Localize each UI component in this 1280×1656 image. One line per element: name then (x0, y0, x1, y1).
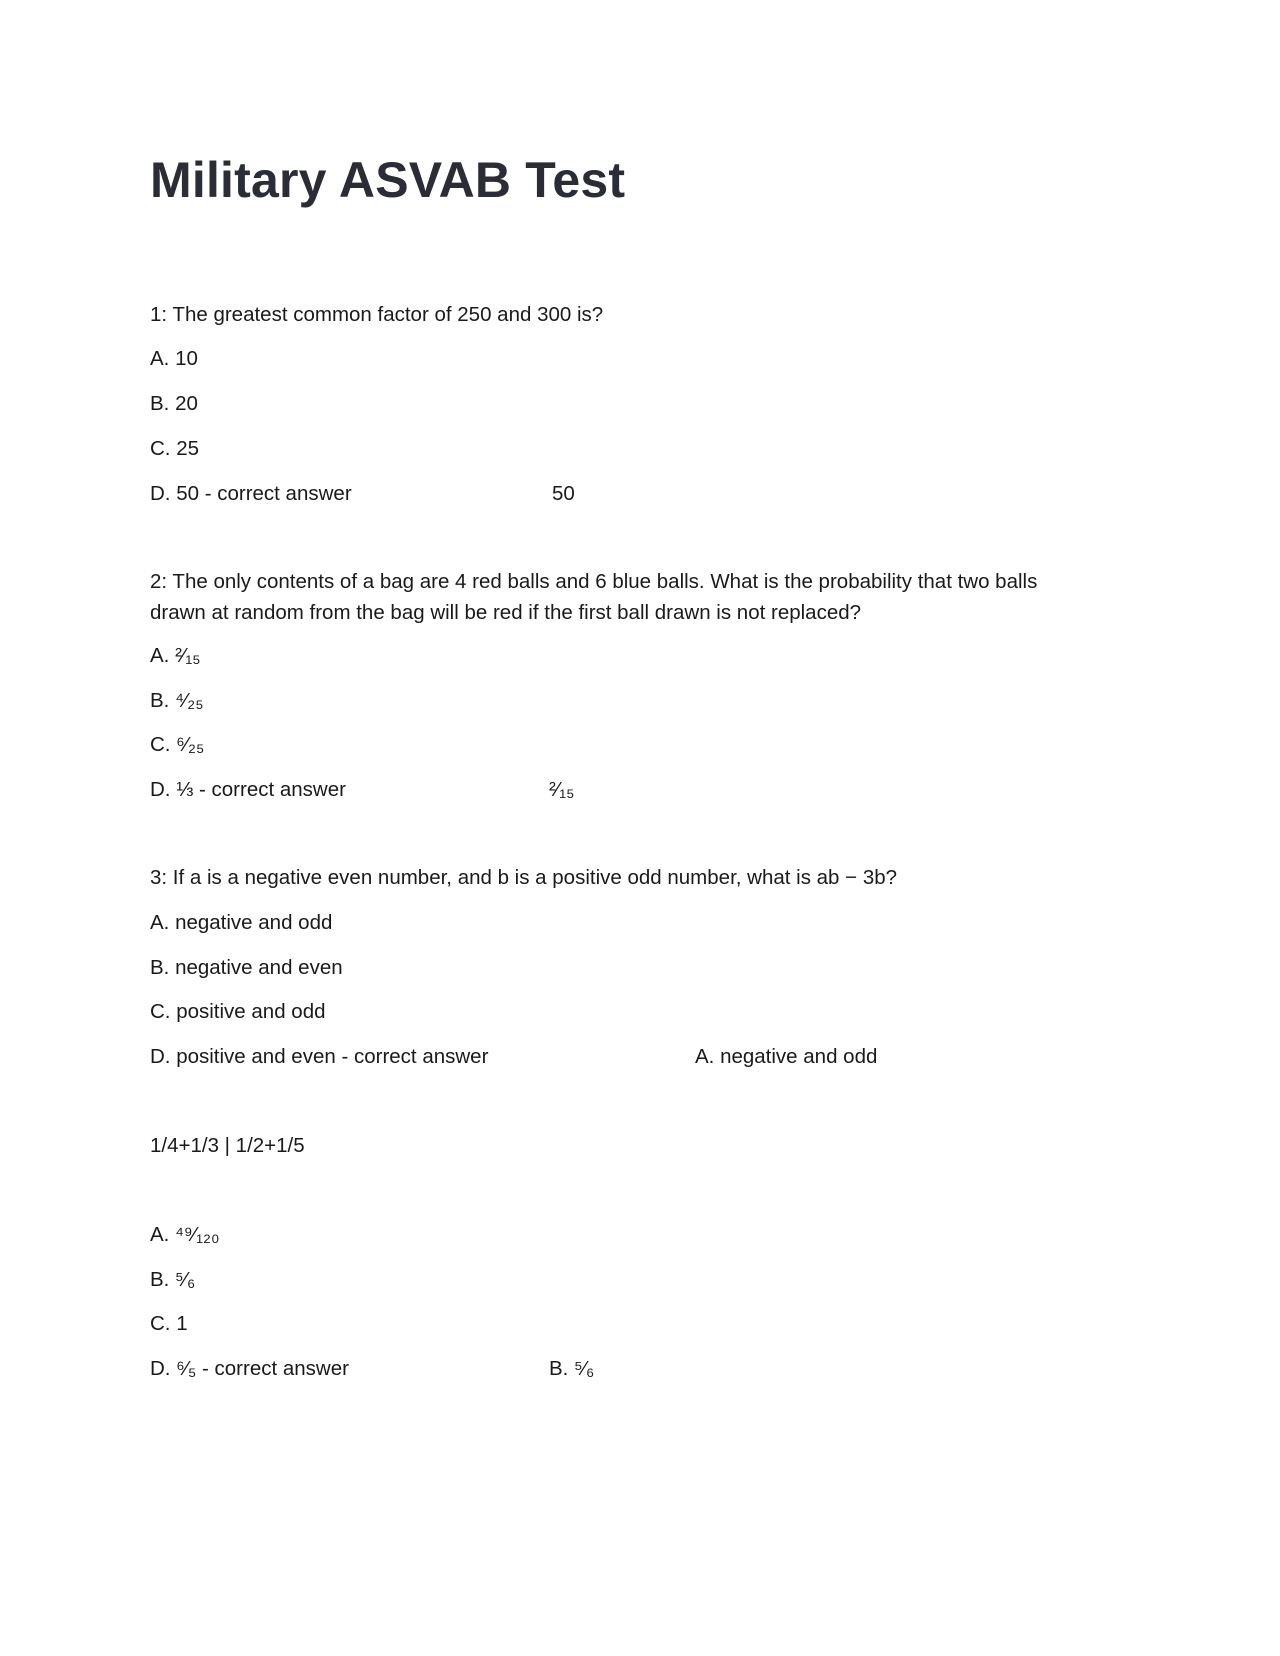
page-title: Military ASVAB Test (150, 152, 626, 208)
question-2-option-a: A. ²⁄₁₅ (150, 644, 201, 667)
question-2-option-b: B. ⁴⁄₂₅ (150, 689, 204, 712)
question-3-option-c: C. positive and odd (150, 1000, 326, 1023)
question-1-option-d: D. 50 - correct answer (150, 482, 352, 505)
question-3-option-a: A. negative and odd (150, 911, 333, 934)
question-2-prompt: 2: The only contents of a bag are 4 red balls and 6 blue balls. What is the probability that two balls drawn at random from the bag will be red if the first ball drawn is not replaced? (150, 570, 1038, 624)
question-3-side-note: A. negative and odd (695, 1045, 878, 1068)
question-2-option-d: D. ⅓ - correct answer (150, 778, 346, 801)
question-1-option-b: B. 20 (150, 392, 198, 415)
question-3-option-d: D. positive and even - correct answer (150, 1045, 489, 1068)
question-1-prompt: 1: The greatest common factor of 250 and 300 is? (150, 303, 604, 326)
question-2-side-note: ²⁄₁₅ (549, 778, 575, 801)
question-4-option-a: A. ⁴⁹⁄₁₂₀ (150, 1223, 220, 1246)
question-4-option-d: D. ⁶⁄₅ - correct answer (150, 1357, 349, 1380)
question-4-side-note: B. ⁵⁄₆ (549, 1357, 595, 1380)
question-3-prompt: 3: If a is a negative even number, and b is a positive odd number, what is ab − 3b? (150, 866, 898, 889)
question-1-option-a: A. 10 (150, 347, 198, 370)
question-4-option-c: C. 1 (150, 1312, 188, 1335)
question-1-side-note: 50 (552, 482, 575, 505)
question-1-option-c: C. 25 (150, 437, 199, 460)
document-page (150, 0, 1130, 1656)
question-3-option-b: B. negative and even (150, 956, 343, 979)
question-2-option-c: C. ⁶⁄₂₅ (150, 733, 205, 756)
question-4-prompt: 1/4+1/3 | 1/2+1/5 (150, 1134, 305, 1157)
question-4-option-b: B. ⁵⁄₆ (150, 1268, 196, 1291)
